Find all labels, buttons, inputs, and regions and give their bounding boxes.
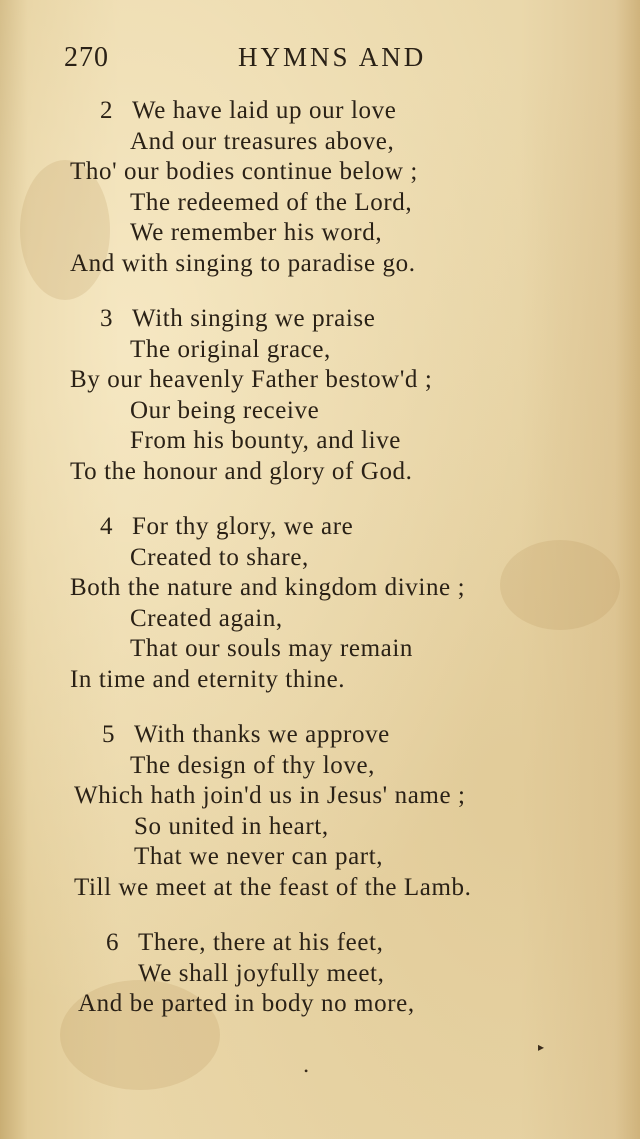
verse-line: And be parted in body no more, <box>78 990 415 1017</box>
verse-number: 2 <box>100 97 114 124</box>
verse-line: Created to share, <box>130 543 309 571</box>
verse-line: And with singing to paradise go. <box>70 249 416 277</box>
verse-3 <box>0 304 640 487</box>
verse-number: 3 <box>100 305 114 332</box>
verse-4 <box>0 512 640 695</box>
verse-line: That our souls may remain <box>130 635 413 662</box>
verse-line: To the honour and glory of God. <box>70 457 413 485</box>
verse-line: Which hath join'd us in Jesus' name ; <box>74 782 466 809</box>
verse-5 <box>0 720 640 903</box>
verse-line: From his bounty, and live <box>130 427 402 454</box>
verse-line: Tho' our bodies continue below ; <box>70 158 418 185</box>
verse-line: 5 With thanks we approve <box>134 720 640 751</box>
verse-number: 5 <box>102 721 116 748</box>
page-header <box>0 40 640 80</box>
verse-line: 2 We have laid up our love <box>132 96 640 127</box>
verse-number: 4 <box>100 513 114 540</box>
ink-speck: • <box>304 1064 309 1078</box>
verse-line: We remember his word, <box>130 219 383 246</box>
hymn-verses <box>0 96 640 1045</box>
verse-line: Both the nature and kingdom divine ; <box>70 574 466 601</box>
verse-line: In time and eternity thine. <box>70 665 346 693</box>
verse-line: That we never can part, <box>134 843 384 870</box>
verse-line: The redeemed of the Lord, <box>130 188 413 216</box>
verse-6 <box>0 928 640 1020</box>
verse-line: By our heavenly Father bestow'd ; <box>70 366 433 393</box>
verse-line: And our treasures above, <box>130 127 395 155</box>
verse-line: Till we meet at the feast of the Lamb. <box>74 873 472 901</box>
ink-speck: ▸ <box>538 1040 545 1054</box>
verse-2 <box>0 96 640 279</box>
running-head: HYMNS AND <box>238 42 427 72</box>
verse-line: The original grace, <box>130 335 331 363</box>
verse-line: 4 For thy glory, we are <box>132 512 640 543</box>
verse-line: Created again, <box>130 604 283 632</box>
verse-line: 6 There, there at his feet, <box>138 928 640 959</box>
page-number: 270 <box>64 42 109 73</box>
verse-line: So united in heart, <box>134 812 329 840</box>
verse-number: 6 <box>106 929 120 956</box>
verse-line: The design of thy love, <box>130 751 376 779</box>
verse-line: Our being receive <box>130 396 320 424</box>
verse-line: 3 With singing we praise <box>132 304 640 335</box>
verse-line: We shall joyfully meet, <box>138 959 385 987</box>
